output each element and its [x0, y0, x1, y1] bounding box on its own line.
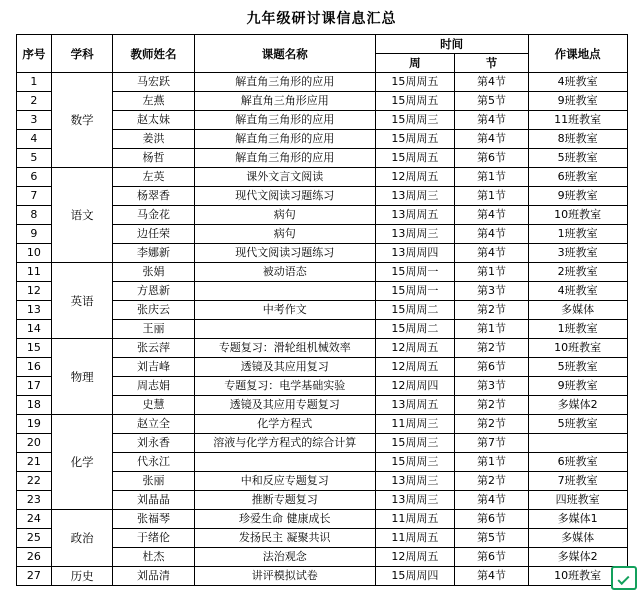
cell-week: 13周周三 — [375, 472, 455, 491]
cell-topic: 发扬民主 凝聚共识 — [194, 529, 375, 548]
cell-week: 15周周三 — [375, 434, 455, 453]
cell-topic: 解直角三角形的应用 — [194, 73, 375, 92]
cell-topic — [194, 282, 375, 301]
cell-topic: 病句 — [194, 225, 375, 244]
cell-week: 12周周五 — [375, 358, 455, 377]
cell-week: 15周周三 — [375, 111, 455, 130]
cell-topic: 法治观念 — [194, 548, 375, 567]
cell-period: 第2节 — [455, 415, 528, 434]
table-row — [16, 168, 627, 187]
cell-week: 15周周五 — [375, 92, 455, 111]
cell-teacher: 张云萍 — [113, 339, 195, 358]
cell-week: 15周周一 — [375, 282, 455, 301]
cell-period: 第2节 — [455, 396, 528, 415]
header-period: 节 — [455, 54, 528, 73]
cell-teacher: 方恩新 — [113, 282, 195, 301]
cell-no: 8 — [16, 206, 52, 225]
cell-place: 10班教室 — [528, 567, 627, 586]
cell-teacher: 王丽 — [113, 320, 195, 339]
table-row — [16, 263, 627, 282]
cell-period: 第6节 — [455, 548, 528, 567]
cell-place: 10班教室 — [528, 206, 627, 225]
cell-week: 15周周四 — [375, 567, 455, 586]
cell-place: 11班教室 — [528, 111, 627, 130]
cell-teacher: 张福琴 — [113, 510, 195, 529]
header-no: 序号 — [16, 35, 52, 73]
cell-topic: 透镜及其应用复习 — [194, 358, 375, 377]
cell-teacher: 马金花 — [113, 206, 195, 225]
cell-topic: 解直角三角形应用 — [194, 92, 375, 111]
cell-teacher: 代永江 — [113, 453, 195, 472]
table-row — [16, 510, 627, 529]
cell-week: 15周周二 — [375, 301, 455, 320]
cell-period: 第4节 — [455, 567, 528, 586]
cell-week: 15周周五 — [375, 130, 455, 149]
cell-period: 第4节 — [455, 73, 528, 92]
cell-subject: 化学 — [52, 415, 113, 510]
cell-subject: 语文 — [52, 168, 113, 263]
cell-no: 26 — [16, 548, 52, 567]
cell-no: 24 — [16, 510, 52, 529]
cell-teacher: 赵立全 — [113, 415, 195, 434]
cell-period: 第6节 — [455, 149, 528, 168]
research-class-table — [16, 34, 628, 586]
cell-place: 3班教室 — [528, 244, 627, 263]
cell-teacher: 史慧 — [113, 396, 195, 415]
cell-topic: 透镜及其应用专题复习 — [194, 396, 375, 415]
page-title: 九年级研讨课信息汇总 — [246, 11, 397, 27]
cell-subject: 英语 — [52, 263, 113, 339]
cell-teacher: 杨哲 — [113, 149, 195, 168]
cell-teacher: 周志娟 — [113, 377, 195, 396]
cell-week: 13周周五 — [375, 206, 455, 225]
cell-teacher: 左英 — [113, 168, 195, 187]
table-row — [16, 73, 627, 92]
cell-period: 第2节 — [455, 472, 528, 491]
cell-topic: 专题复习：电学基础实验 — [194, 377, 375, 396]
cell-no: 10 — [16, 244, 52, 263]
cell-place: 9班教室 — [528, 92, 627, 111]
cell-topic: 被动语态 — [194, 263, 375, 282]
cell-no: 16 — [16, 358, 52, 377]
cell-place: 多媒体 — [528, 301, 627, 320]
header-time: 时间 — [375, 35, 528, 54]
cell-period: 第4节 — [455, 225, 528, 244]
cell-period: 第4节 — [455, 491, 528, 510]
cell-topic: 现代文阅读习题练习 — [194, 244, 375, 263]
cell-week: 11周周三 — [375, 415, 455, 434]
cell-period: 第6节 — [455, 358, 528, 377]
cell-place: 多媒体1 — [528, 510, 627, 529]
cell-teacher: 刘品清 — [113, 567, 195, 586]
cell-week: 12周周五 — [375, 339, 455, 358]
table-row — [16, 415, 627, 434]
cell-no: 15 — [16, 339, 52, 358]
table-body — [16, 73, 627, 586]
cell-no: 27 — [16, 567, 52, 586]
cell-no: 6 — [16, 168, 52, 187]
table-row — [16, 339, 627, 358]
table-row — [16, 567, 627, 586]
cell-teacher: 于绪伦 — [113, 529, 195, 548]
cell-topic: 解直角三角形的应用 — [194, 111, 375, 130]
cell-place: 10班教室 — [528, 339, 627, 358]
cell-week: 15周周五 — [375, 73, 455, 92]
cell-teacher: 杨翠香 — [113, 187, 195, 206]
cell-topic: 解直角三角形的应用 — [194, 130, 375, 149]
cell-teacher: 张庆云 — [113, 301, 195, 320]
cell-teacher: 左燕 — [113, 92, 195, 111]
cell-subject: 数学 — [52, 73, 113, 168]
cell-teacher: 边任荣 — [113, 225, 195, 244]
cell-teacher: 马宏跃 — [113, 73, 195, 92]
cell-period: 第1节 — [455, 187, 528, 206]
cell-place: 8班教室 — [528, 130, 627, 149]
cell-week: 13周周三 — [375, 491, 455, 510]
cell-week: 11周周五 — [375, 510, 455, 529]
cell-no: 2 — [16, 92, 52, 111]
table-header — [16, 35, 627, 73]
cell-period: 第4节 — [455, 244, 528, 263]
cell-subject: 物理 — [52, 339, 113, 415]
cell-no: 1 — [16, 73, 52, 92]
cell-place: 9班教室 — [528, 187, 627, 206]
cell-no: 13 — [16, 301, 52, 320]
cell-place — [528, 434, 627, 453]
cell-topic: 溶液与化学方程式的综合计算 — [194, 434, 375, 453]
cell-week: 15周周一 — [375, 263, 455, 282]
cell-no: 22 — [16, 472, 52, 491]
cell-week: 11周周五 — [375, 529, 455, 548]
cell-place: 2班教室 — [528, 263, 627, 282]
cell-teacher: 张丽 — [113, 472, 195, 491]
cell-no: 12 — [16, 282, 52, 301]
cell-week: 13周周五 — [375, 396, 455, 415]
cell-period: 第7节 — [455, 434, 528, 453]
cell-place: 1班教室 — [528, 225, 627, 244]
cell-period: 第3节 — [455, 282, 528, 301]
cell-week: 15周周三 — [375, 453, 455, 472]
cell-no: 3 — [16, 111, 52, 130]
cell-week: 13周周三 — [375, 225, 455, 244]
cell-topic — [194, 320, 375, 339]
cell-place: 6班教室 — [528, 453, 627, 472]
cell-place: 5班教室 — [528, 149, 627, 168]
cell-place: 9班教室 — [528, 377, 627, 396]
cell-teacher: 李娜新 — [113, 244, 195, 263]
cell-period: 第1节 — [455, 320, 528, 339]
cell-period: 第1节 — [455, 168, 528, 187]
cell-topic: 讲评模拟试卷 — [194, 567, 375, 586]
cell-no: 25 — [16, 529, 52, 548]
cell-subject: 历史 — [52, 567, 113, 586]
cell-week: 13周周四 — [375, 244, 455, 263]
cell-no: 17 — [16, 377, 52, 396]
cell-teacher: 杜杰 — [113, 548, 195, 567]
cell-period: 第5节 — [455, 529, 528, 548]
cell-teacher: 张娟 — [113, 263, 195, 282]
cell-no: 19 — [16, 415, 52, 434]
cell-week: 12周周四 — [375, 377, 455, 396]
cell-topic — [194, 453, 375, 472]
checkmark-icon — [611, 566, 637, 590]
cell-place: 多媒体2 — [528, 396, 627, 415]
header-topic: 课题名称 — [194, 35, 375, 73]
cell-place: 1班教室 — [528, 320, 627, 339]
header-subject: 学科 — [52, 35, 113, 73]
cell-topic: 中考作文 — [194, 301, 375, 320]
cell-topic: 课外文言文阅读 — [194, 168, 375, 187]
cell-period: 第5节 — [455, 92, 528, 111]
header-place: 作课地点 — [528, 35, 627, 73]
cell-period: 第6节 — [455, 510, 528, 529]
cell-no: 20 — [16, 434, 52, 453]
cell-week: 15周周二 — [375, 320, 455, 339]
cell-topic: 病句 — [194, 206, 375, 225]
cell-place: 多媒体2 — [528, 548, 627, 567]
cell-no: 18 — [16, 396, 52, 415]
cell-period: 第4节 — [455, 206, 528, 225]
cell-topic: 专题复习：滑轮组机械效率 — [194, 339, 375, 358]
header-week: 周 — [375, 54, 455, 73]
cell-period: 第2节 — [455, 301, 528, 320]
cell-topic: 珍爱生命 健康成长 — [194, 510, 375, 529]
cell-no: 5 — [16, 149, 52, 168]
cell-period: 第3节 — [455, 377, 528, 396]
cell-period: 第1节 — [455, 263, 528, 282]
cell-teacher: 姜洪 — [113, 130, 195, 149]
cell-no: 14 — [16, 320, 52, 339]
cell-teacher: 刘吉峰 — [113, 358, 195, 377]
cell-no: 11 — [16, 263, 52, 282]
cell-week: 13周周三 — [375, 187, 455, 206]
cell-no: 4 — [16, 130, 52, 149]
cell-teacher: 刘永香 — [113, 434, 195, 453]
cell-period: 第2节 — [455, 339, 528, 358]
cell-place: 7班教室 — [528, 472, 627, 491]
cell-topic: 解直角三角形的应用 — [194, 149, 375, 168]
cell-place: 5班教室 — [528, 415, 627, 434]
cell-topic: 化学方程式 — [194, 415, 375, 434]
cell-topic: 中和反应专题复习 — [194, 472, 375, 491]
cell-period: 第4节 — [455, 130, 528, 149]
cell-place: 6班教室 — [528, 168, 627, 187]
cell-place: 4班教室 — [528, 282, 627, 301]
cell-period: 第1节 — [455, 453, 528, 472]
cell-topic: 现代文阅读习题练习 — [194, 187, 375, 206]
cell-week: 12周周五 — [375, 548, 455, 567]
cell-topic: 推断专题复习 — [194, 491, 375, 510]
cell-no: 9 — [16, 225, 52, 244]
cell-place: 4班教室 — [528, 73, 627, 92]
cell-subject: 政治 — [52, 510, 113, 567]
cell-no: 23 — [16, 491, 52, 510]
cell-no: 7 — [16, 187, 52, 206]
header-teacher: 教师姓名 — [113, 35, 195, 73]
cell-place: 多媒体 — [528, 529, 627, 548]
cell-place: 5班教室 — [528, 358, 627, 377]
cell-place: 四班教室 — [528, 491, 627, 510]
cell-week: 15周周五 — [375, 149, 455, 168]
cell-no: 21 — [16, 453, 52, 472]
cell-teacher: 赵太妹 — [113, 111, 195, 130]
cell-teacher: 刘晶晶 — [113, 491, 195, 510]
cell-week: 12周周五 — [375, 168, 455, 187]
cell-period: 第4节 — [455, 111, 528, 130]
